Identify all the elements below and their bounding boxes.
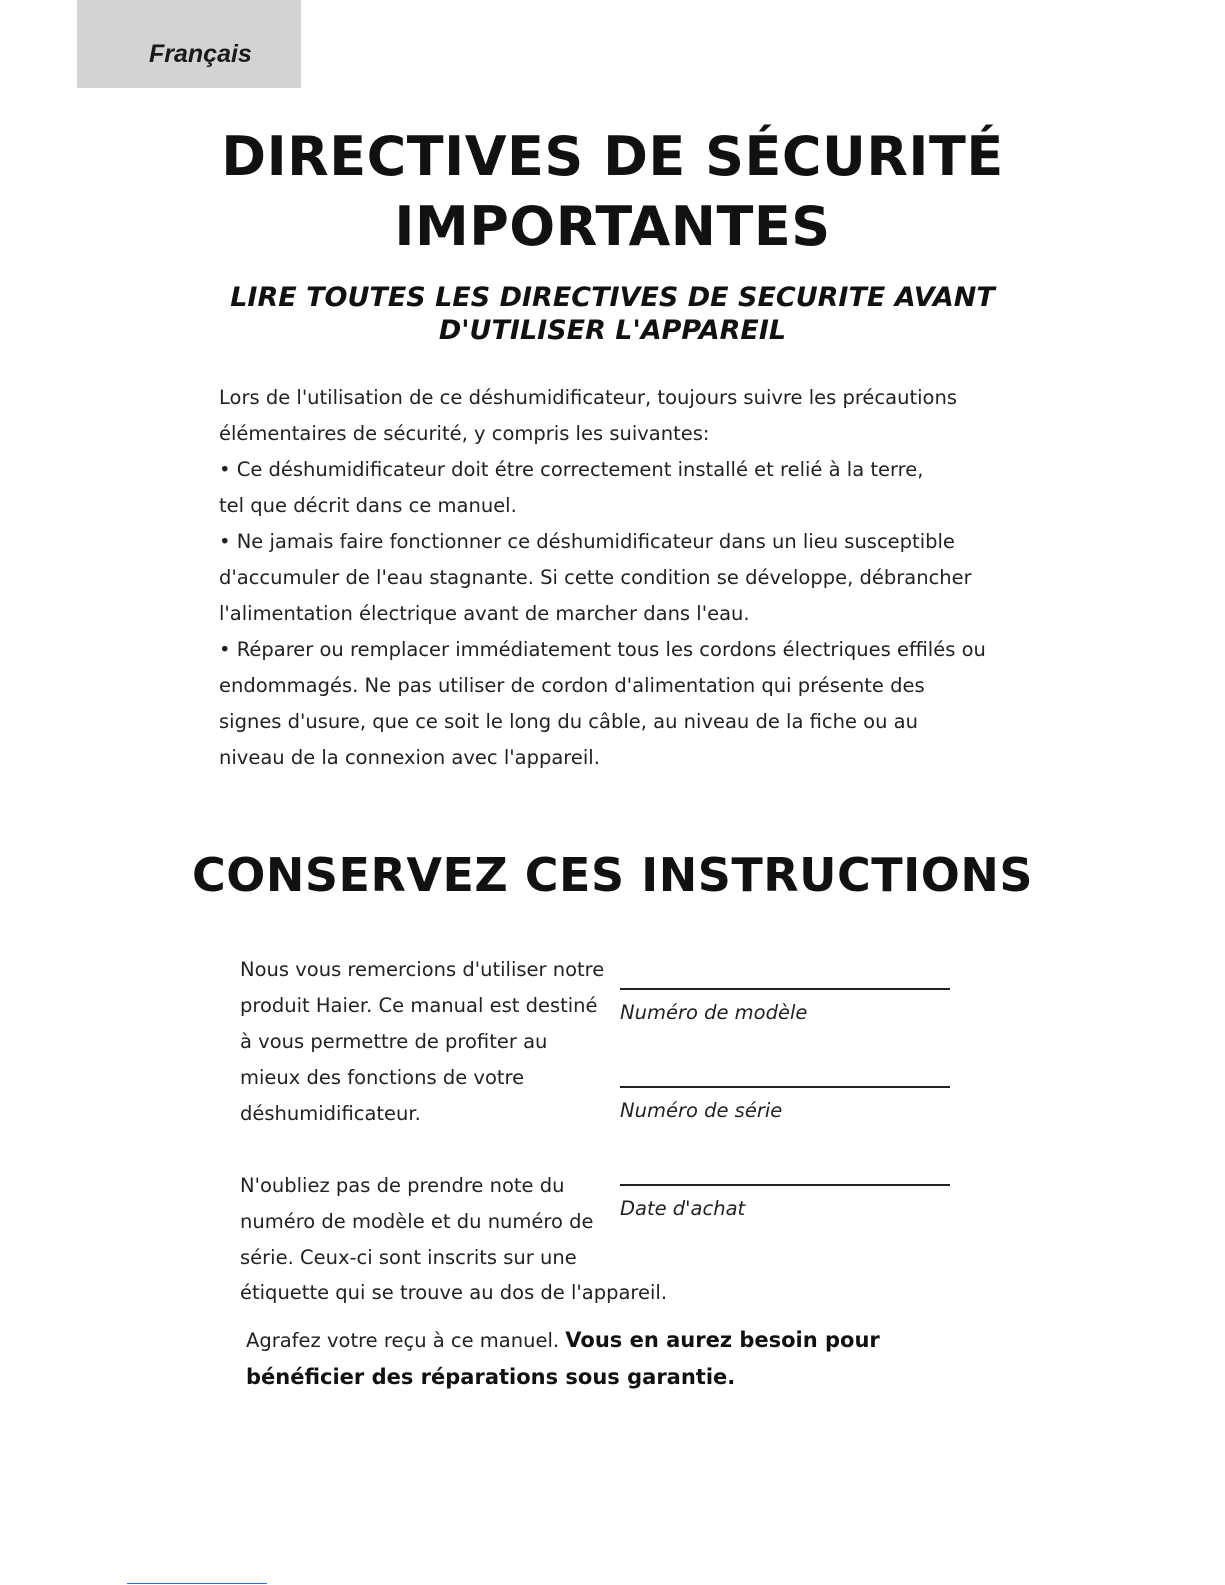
safety-line: signes d'usure, que ce soit le long du câble, au niveau de la fiche ou au — [219, 710, 918, 733]
serial-number-line — [620, 1086, 950, 1088]
language-label: Français — [149, 40, 252, 68]
save-instructions-heading: CONSERVEZ CES INSTRUCTIONS — [192, 848, 1033, 902]
safety-instructions — [219, 380, 1009, 776]
thanks-line: produit Haier. Ce manual est destiné — [240, 994, 598, 1017]
safety-line: • Ce déshumidificateur doit étre correctement installé et relié à la terre, — [219, 458, 924, 481]
reminder-line: N'oubliez pas de prendre note du — [240, 1174, 565, 1197]
footer-rule — [127, 1583, 267, 1584]
serial-number-field — [620, 1086, 950, 1124]
thanks-line: mieux des fonctions de votre — [240, 1066, 525, 1089]
model-number-field — [620, 988, 950, 1026]
model-number-line — [620, 988, 950, 990]
page-subtitle-line-1: LIRE TOUTES LES DIRECTIVES DE SECURITE AVANT — [230, 282, 995, 313]
page-subtitle-line-2: D'UTILISER L'APPAREIL — [438, 315, 787, 346]
purchase-date-field — [620, 1184, 950, 1222]
safety-line: l'alimentation électrique avant de marcher dans l'eau. — [219, 602, 750, 625]
staple-receipt-note — [246, 1322, 986, 1396]
model-number-label: Numéro de modèle — [620, 1001, 808, 1024]
page-subtitle — [170, 281, 1055, 347]
staple-text: Agrafez votre reçu à ce manuel. — [246, 1329, 566, 1352]
safety-line: • Ne jamais faire fonctionner ce déshumidificateur dans un lieu susceptible — [219, 530, 955, 553]
safety-line: • Réparer ou remplacer immédiatement tous les cordons électriques effilés ou — [219, 638, 986, 661]
page-title — [150, 122, 1075, 262]
safety-line: d'accumuler de l'eau stagnante. Si cette condition se développe, débrancher — [219, 566, 972, 589]
thanks-line: Nous vous remercions d'utiliser notre — [240, 958, 605, 981]
thanks-line: à vous permettre de profiter au — [240, 1030, 548, 1053]
staple-bold-1: Vous en aurez besoin pour — [565, 1328, 880, 1352]
reminder-line: série. Ceux-ci sont inscrits sur une — [240, 1246, 577, 1269]
safety-line: Lors de l'utilisation de ce déshumidificateur, toujours suivre les précautions — [219, 386, 957, 409]
language-tab — [77, 0, 301, 88]
purchase-date-line — [620, 1184, 950, 1186]
reminder-line-last: étiquette qui se trouve au dos de l'appareil. — [240, 1281, 668, 1304]
paragraph-gap — [240, 1132, 620, 1168]
safety-line: tel que décrit dans ce manuel. — [219, 494, 517, 517]
thanks-line: déshumidificateur. — [240, 1102, 421, 1125]
safety-line: élémentaires de sécurité, y compris les suivantes: — [219, 422, 710, 445]
thanks-paragraph — [240, 952, 620, 1276]
safety-line: niveau de la connexion avec l'appareil. — [219, 746, 600, 769]
page-title-line-2: IMPORTANTES — [394, 195, 831, 258]
safety-line: endommagés. Ne pas utiliser de cordon d'alimentation qui présente des — [219, 674, 925, 697]
reminder-line: numéro de modèle et du numéro de — [240, 1210, 594, 1233]
staple-bold-2: bénéficier des réparations sous garantie. — [246, 1365, 736, 1389]
page-title-line-1: DIRECTIVES DE SÉCURITÉ — [221, 125, 1004, 188]
purchase-date-label: Date d'achat — [620, 1197, 746, 1220]
serial-number-label: Numéro de série — [620, 1099, 783, 1122]
